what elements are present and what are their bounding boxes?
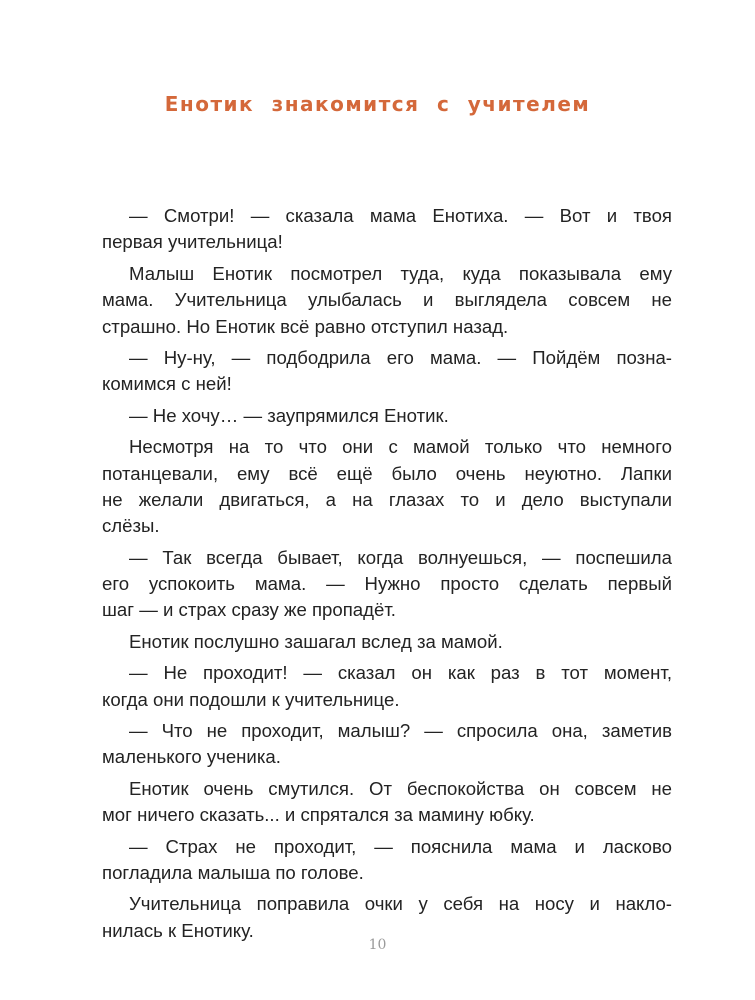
chapter-title: Енотик знакомится с учителем — [164, 92, 591, 116]
text-line: шаг — и страх сразу же пропадёт. — [102, 599, 396, 621]
text-line: — Так всегда бывает, когда волнуешься, — поспешила — [129, 546, 672, 568]
text-line: его успокоить мама. — Нужно просто сделать первый — [102, 573, 672, 595]
text-line: когда они подошли к учительнице. — [102, 688, 400, 710]
text-line: Малыш Енотик посмотрел туда, куда показывала ему — [129, 262, 672, 284]
text-line: мог ничего сказать... и спрятался за мамину юбку. — [102, 804, 535, 826]
text-line: — Ну-ну, — подбодрила его мама. — Пойдём позна- — [129, 346, 672, 368]
text-line: — Что не проходит, малыш? — спросила она, заметив — [129, 720, 672, 742]
text-line: комимся с ней! — [102, 373, 232, 395]
text-line: Енотик послушно зашагал вслед за мамой. — [129, 630, 503, 652]
text-line: погладила малыша по голове. — [102, 861, 364, 883]
text-line: страшно. Но Енотик всё равно отступил назад. — [102, 315, 509, 337]
text-line: — Смотри! — сказала мама Енотиха. — Вот и твоя — [129, 205, 672, 226]
text-line: маленького ученика. — [102, 746, 281, 768]
text-line: — Не проходит! — сказал он как раз в тот момент, — [129, 662, 672, 684]
story-text — [102, 203, 672, 944]
page-number: 10 — [368, 937, 387, 953]
text-line: первая учительница! — [102, 231, 283, 253]
text-line: потанцевали, ему всё ещё было очень неуютно. Лапки — [102, 462, 672, 484]
text-line: слёзы. — [102, 515, 160, 537]
text-line: — Не хочу… — заупрямился Енотик. — [129, 404, 449, 426]
text-line: не желали двигаться, а на глазах то и дело выступали — [102, 488, 672, 510]
text-line: Енотик очень смутился. От беспокойства он совсем не — [129, 777, 672, 799]
text-line: мама. Учительница улыбалась и выглядела совсем не — [102, 289, 672, 311]
text-line: Учительница поправила очки у себя на носу и накло- — [129, 893, 672, 915]
text-line: нилась к Енотику. — [102, 919, 254, 941]
text-line: Несмотря на то что они с мамой только что немного — [129, 436, 672, 458]
text-line: — Страх не проходит, — пояснила мама и ласково — [129, 835, 672, 857]
